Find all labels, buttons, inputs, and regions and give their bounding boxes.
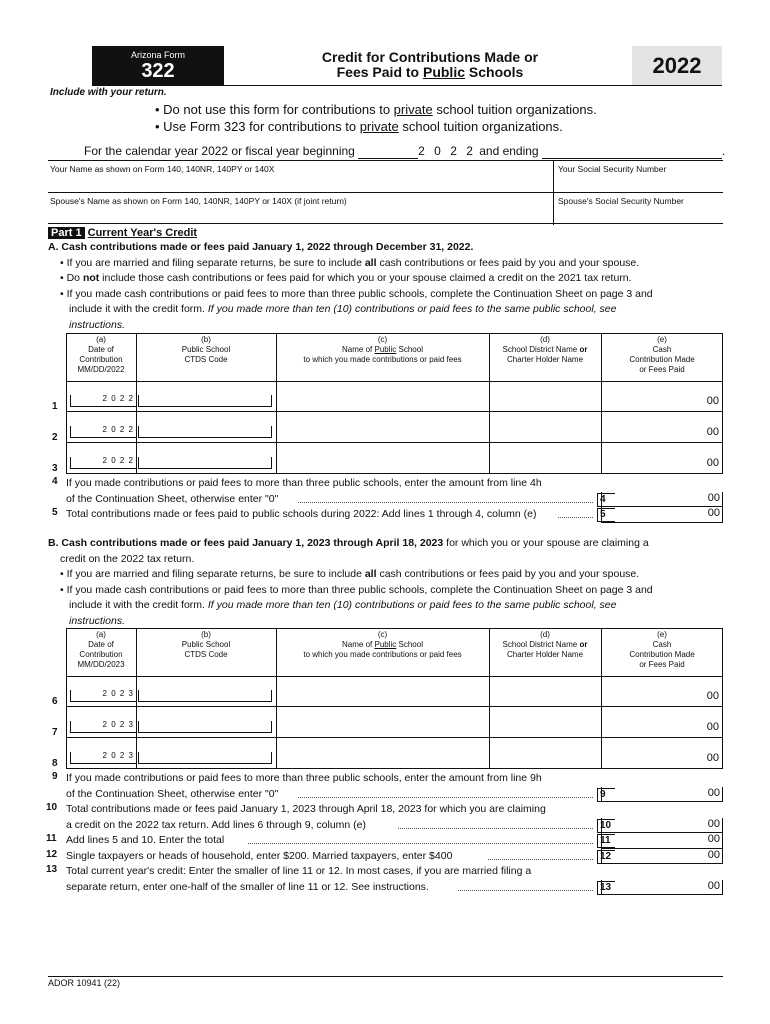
ctds-code-field[interactable] <box>138 457 272 469</box>
bullet-2-post: school tuition organizations. <box>398 119 563 134</box>
date-field[interactable] <box>70 721 136 733</box>
table-row <box>48 738 723 769</box>
d-name-or: or <box>579 345 588 354</box>
sb-heading-bold: B. Cash contributions made or fees paid January 1, 2023 through April 18, 2023 <box>48 537 444 549</box>
line-amount-field[interactable] <box>601 849 723 865</box>
table-row <box>48 381 723 412</box>
sa-b2-bold: not <box>82 272 100 284</box>
sa-b1-bold: all <box>364 256 377 269</box>
col-e-header-line: (e) <box>657 630 667 639</box>
date-field[interactable] <box>70 752 136 764</box>
line-text-1: Add lines 5 and 10. Enter the total <box>66 834 225 846</box>
summary-line <box>48 507 723 523</box>
col-b-header-line: CTDS Code <box>184 355 228 364</box>
c-name-post: School <box>396 345 423 354</box>
section-b-text <box>48 536 728 629</box>
col-e-header-line: or Fees Paid <box>639 660 685 669</box>
col-e-header-line: Cash <box>652 345 672 354</box>
spouse-ssn-field[interactable]: Spouse's Social Security Number <box>553 193 688 225</box>
row-number: 1 <box>52 401 58 412</box>
amount-field[interactable] <box>603 740 721 766</box>
col-b-header <box>136 630 276 660</box>
form-number-block <box>92 46 224 86</box>
table-top-rule <box>66 333 723 334</box>
c-name-post: School <box>396 640 423 649</box>
line-text-2: of the Continuation Sheet, otherwise enter "0" <box>66 787 279 800</box>
line-text-1: If you made contributions or paid fees to more than three public schools, enter the amount from line 9h <box>66 772 542 784</box>
section-b-bullet-2: • If you made cash contributions or paid fees to more than three public schools, complete the Continuation Sheet on page 3 and <box>60 583 653 596</box>
col-a-header-line: MM/DD/2022 <box>77 365 125 374</box>
table-row <box>48 707 723 738</box>
spouse-name-field[interactable]: Spouse's Name as shown on Form 140, 140NR, 140PY or 140X (if joint return) <box>50 196 347 206</box>
col-e-header-line: (e) <box>657 335 667 344</box>
amount-field[interactable] <box>603 709 721 735</box>
section-a-text <box>48 240 728 333</box>
col-b-header-line: (b) <box>201 335 211 344</box>
d-name-pre: School District Name <box>502 345 580 354</box>
c-name-pre: Name of <box>342 345 375 354</box>
line-number: 10 <box>46 802 58 813</box>
line-box-label: 9 <box>597 788 615 802</box>
footer-rule <box>48 976 723 977</box>
col-c-header-line <box>276 345 489 355</box>
summary-line <box>48 864 723 895</box>
row-number: 2 <box>52 432 58 443</box>
form-title <box>230 50 630 80</box>
date-year: 2 0 2 3 <box>102 720 134 729</box>
c-name-public: Public <box>374 640 397 649</box>
line-amount-field[interactable] <box>601 492 723 508</box>
line-amount-cents: 00 <box>707 879 720 892</box>
table-row <box>48 676 723 707</box>
form-label: Arizona Form <box>130 50 185 60</box>
sa-b1-pre: • If you are married and filing separate returns, be sure to include <box>60 256 365 269</box>
section-a-bullet-3-l2 <box>48 302 728 318</box>
line-amount-field[interactable] <box>601 833 723 849</box>
col-e-header <box>601 630 723 670</box>
line-text <box>66 833 586 849</box>
col-a-header-line: Contribution <box>79 650 123 659</box>
line-box-label: 4 <box>597 493 615 507</box>
line-number: 12 <box>46 848 58 860</box>
section-b-bullet-1 <box>48 567 728 583</box>
amount-cents: 00 <box>706 457 719 469</box>
col-b-header-line: Public School <box>181 345 231 354</box>
calendar-pre: For the calendar year 2022 or fiscal year beginning <box>84 144 355 158</box>
date-year: 2 0 2 3 <box>102 751 134 760</box>
sb-b1-bold: all <box>364 568 377 580</box>
col-e-header <box>601 335 723 375</box>
line-text <box>66 507 586 523</box>
section-a-bullet-1 <box>48 256 728 272</box>
line-box-label: 10 <box>597 819 615 833</box>
col-d-header-line: (d) <box>540 630 550 639</box>
line-amount-cents: 00 <box>707 848 720 861</box>
amount-cents: 00 <box>706 690 719 702</box>
col-d-header-line: Charter Holder Name <box>506 650 584 659</box>
table-section-b <box>48 628 723 894</box>
section-a-bullet-3-l3: instructions. <box>69 318 126 331</box>
line-amount-field[interactable] <box>601 818 723 834</box>
line-text-1: Single taxpayers or heads of household, enter $200. Married taxpayers, enter $400 <box>66 849 453 862</box>
col-d-header <box>489 335 601 365</box>
line-number: 5 <box>52 507 58 518</box>
sa-b3-pre: include it with the credit form. <box>69 303 208 315</box>
bullet-1-post: school tuition organizations. <box>432 102 597 117</box>
table-top-rule <box>66 628 723 629</box>
d-name-pre: School District Name <box>502 640 580 649</box>
title-l2-pre: Fees Paid to <box>336 64 423 80</box>
c-name-public: Public <box>374 345 397 354</box>
district-name-field[interactable] <box>491 678 599 704</box>
date-field[interactable] <box>70 457 136 469</box>
summary-line <box>48 476 723 507</box>
district-name-field[interactable] <box>491 445 599 471</box>
bullet-1 <box>155 102 597 117</box>
line-amount-field[interactable] <box>601 880 723 896</box>
table-section-a <box>48 333 723 525</box>
include-note: Include with your return. <box>50 87 167 98</box>
section-b-bullet-2-l2 <box>48 598 728 614</box>
date-year: 2 0 2 2 <box>102 456 134 465</box>
line-number: 9 <box>52 771 58 782</box>
row-rule <box>66 768 723 769</box>
section-b-heading <box>48 536 728 552</box>
your-name-row <box>48 160 723 192</box>
leader-dots <box>248 843 593 844</box>
summary-line <box>48 802 723 833</box>
line-box-label: 12 <box>597 850 615 864</box>
footer-code: ADOR 10941 (22) <box>48 978 121 988</box>
title-l2-public: Public <box>422 64 465 80</box>
amount-field[interactable] <box>603 414 721 440</box>
line-amount-cents: 00 <box>707 507 720 519</box>
section-a-heading: A. Cash contributions made or fees paid January 1, 2022 through December 31, 2022. <box>48 241 474 253</box>
sa-b1-post: cash contributions or fees paid by you and your spouse. <box>376 256 640 269</box>
line-number: 11 <box>46 833 57 844</box>
line-text-2: of the Continuation Sheet, otherwise enter "0" <box>66 492 279 505</box>
sb-b2-pre: include it with the credit form. <box>69 599 208 611</box>
tax-year: 2022 <box>632 46 722 86</box>
line-text-1: Total current year's credit: Enter the smaller of line 11 or 12. In most cases, if you are married filing a <box>66 865 532 877</box>
section-a-bullet-2 <box>48 271 728 287</box>
col-c-header-line: to which you made contributions or paid fees <box>303 650 462 659</box>
bullet-1-private: private <box>393 102 433 117</box>
date-field[interactable] <box>70 690 136 702</box>
amount-cents: 00 <box>706 395 719 407</box>
leader-dots <box>398 828 593 829</box>
col-e-header-line: or Fees Paid <box>639 365 685 374</box>
date-year: 2 0 2 2 <box>102 394 134 403</box>
bullet-1-pre: • Do not use this form for contributions to <box>155 102 394 117</box>
school-name-field[interactable] <box>278 445 487 471</box>
date-field[interactable] <box>70 426 136 438</box>
col-a-header-line: MM/DD/2023 <box>77 660 125 669</box>
amount-cents: 00 <box>706 721 719 733</box>
col-c-header-line <box>276 640 489 650</box>
begin-year: 2 0 2 2 <box>418 144 476 158</box>
ctds-code-field[interactable] <box>138 395 272 407</box>
col-a-header <box>66 335 136 375</box>
col-a-header <box>66 630 136 670</box>
ctds-code-field[interactable] <box>138 721 272 733</box>
amount-field[interactable] <box>603 445 721 471</box>
sb-b1-pre: • If you are married and filing separate returns, be sure to include <box>60 568 365 580</box>
calendar-year-line <box>84 144 725 159</box>
title-l2-post: Schools <box>465 64 524 80</box>
col-d-header-line: (d) <box>540 335 550 344</box>
district-name-field[interactable] <box>491 414 599 440</box>
row-number: 7 <box>52 727 58 738</box>
row-number: 8 <box>52 758 58 769</box>
date-field[interactable] <box>70 395 136 407</box>
line-box-label: 5 <box>597 508 615 522</box>
amount-cents: 00 <box>706 752 719 764</box>
line-amount-field[interactable] <box>601 787 723 803</box>
summary-line <box>48 833 723 849</box>
school-name-field[interactable] <box>278 678 487 704</box>
col-e-header-line: Contribution Made <box>629 355 695 364</box>
col-d-header-line <box>489 345 601 355</box>
begin-mmdd-field[interactable] <box>358 144 418 159</box>
school-name-field[interactable] <box>278 709 487 735</box>
row-rule <box>66 473 723 474</box>
line-text-1: If you made contributions or paid fees to more than three public schools, enter the amount from line 4h <box>66 477 542 489</box>
header-rule <box>92 85 722 86</box>
amount-field[interactable] <box>603 678 721 704</box>
title-line-1: Credit for Contributions Made or <box>321 49 539 65</box>
leader-dots <box>558 517 593 518</box>
table-row <box>48 443 723 474</box>
row-number: 6 <box>52 696 58 707</box>
col-c-header-line: (c) <box>377 335 388 344</box>
section-b-heading-l2: credit on the 2022 tax return. <box>60 552 195 565</box>
col-b-header-line: (b) <box>201 630 211 639</box>
summary-line <box>48 849 723 865</box>
title-line-2 <box>230 65 630 80</box>
line-amount-cents: 00 <box>707 786 720 799</box>
col-e-header-line: Cash <box>652 640 672 649</box>
sa-b2-post: include those cash contributions or fees paid for which you or your spouse claimed a credit on the 2021 tax return. <box>99 272 632 284</box>
bullet-2-pre: • Use Form 323 for contributions to <box>155 119 360 134</box>
col-d-header-line: Charter Holder Name <box>506 355 584 364</box>
line-text-1: Total contributions made or fees paid January 1, 2023 through April 18, 2023 for which you are claiming <box>66 803 546 815</box>
col-b-header-line: Public School <box>181 640 231 649</box>
amount-field[interactable] <box>603 383 721 409</box>
ctds-code-field[interactable] <box>138 426 272 438</box>
col-a-header-line: Contribution <box>79 355 123 364</box>
line-text-2: separate return, enter one-half of the smaller of line 11 or 12. See instructions. <box>66 880 429 893</box>
leader-dots <box>458 890 593 891</box>
section-a-bullet-3: • If you made cash contributions or paid fees to more than three public schools, complete the Continuation Sheet on page 3 and <box>60 287 653 300</box>
sa-b2-pre: • Do <box>60 272 83 284</box>
leader-dots <box>488 859 593 860</box>
bullet-2-private: private <box>359 119 399 134</box>
col-b-header <box>136 335 276 365</box>
line-amount-cents: 00 <box>707 833 720 845</box>
sa-b3-ital: If you made more than ten (10) contributions or paid fees to the same public school, see <box>207 303 617 315</box>
date-year: 2 0 2 2 <box>102 425 134 434</box>
school-name-field[interactable] <box>278 383 487 409</box>
section-b-bullet-2-l3: instructions. <box>69 614 126 627</box>
col-b-header-line: CTDS Code <box>184 650 228 659</box>
spouse-name-row <box>48 192 723 224</box>
line-number: 4 <box>52 476 58 487</box>
col-d-header-line <box>489 640 601 650</box>
end-date-field[interactable] <box>542 144 722 159</box>
district-name-field[interactable] <box>491 709 599 735</box>
sb-b1-post: cash contributions or fees paid by you and your spouse. <box>376 568 640 580</box>
col-c-header-line: (c) <box>377 630 388 639</box>
col-d-header <box>489 630 601 660</box>
col-c-header-line: to which you made contributions or paid fees <box>303 355 462 364</box>
col-c-header <box>276 335 489 365</box>
line-amount-cents: 00 <box>707 491 720 504</box>
school-name-field[interactable] <box>278 414 487 440</box>
summary-line <box>48 771 723 802</box>
ctds-code-field[interactable] <box>138 752 272 764</box>
col-a-header-line: (a) <box>96 630 106 639</box>
row-number: 3 <box>52 463 58 474</box>
col-c-header <box>276 630 489 660</box>
date-year: 2 0 2 3 <box>102 689 134 698</box>
bullet-2 <box>155 119 563 134</box>
line-text <box>66 849 586 865</box>
col-a-header-line: Date of <box>88 640 114 649</box>
district-name-field[interactable] <box>491 383 599 409</box>
d-name-or: or <box>579 640 588 649</box>
part1-tag: Part 1 <box>48 227 85 239</box>
line-amount-cents: 00 <box>707 817 720 830</box>
line-box-label: 11 <box>597 834 615 848</box>
sb-b2-ital: If you made more than ten (10) contributions or paid fees to the same public school, see <box>207 599 617 611</box>
sb-heading-rest: for which you or your spouse are claiming a <box>443 537 649 549</box>
your-ssn-field[interactable]: Your Social Security Number <box>553 161 670 193</box>
form-number: 322 <box>141 60 175 82</box>
c-name-pre: Name of <box>342 640 375 649</box>
leader-dots <box>298 797 593 798</box>
part1-label <box>48 227 197 239</box>
district-name-field[interactable] <box>491 740 599 766</box>
col-a-header-line: (a) <box>96 335 106 344</box>
calendar-mid: and ending <box>479 144 539 158</box>
your-name-field[interactable]: Your Name as shown on Form 140, 140NR, 140PY or 140X <box>50 164 275 174</box>
school-name-field[interactable] <box>278 740 487 766</box>
ctds-code-field[interactable] <box>138 690 272 702</box>
line-text-2: a credit on the 2022 tax return. Add lines 6 through 9, column (e) <box>66 818 367 831</box>
line-number: 13 <box>46 864 58 875</box>
col-a-header-line: Date of <box>88 345 114 354</box>
line-box-label: 13 <box>597 881 615 895</box>
col-e-header-line: Contribution Made <box>629 650 695 659</box>
table-row <box>48 412 723 443</box>
calendar-end: . <box>721 144 726 158</box>
line-text-1: Total contributions made or fees paid to public schools during 2022: Add lines 1 through 4, column (e) <box>66 508 537 520</box>
line-amount-field[interactable] <box>601 507 723 523</box>
part1-title: Current Year's Credit <box>87 227 198 239</box>
amount-cents: 00 <box>706 426 719 438</box>
leader-dots <box>298 502 593 503</box>
